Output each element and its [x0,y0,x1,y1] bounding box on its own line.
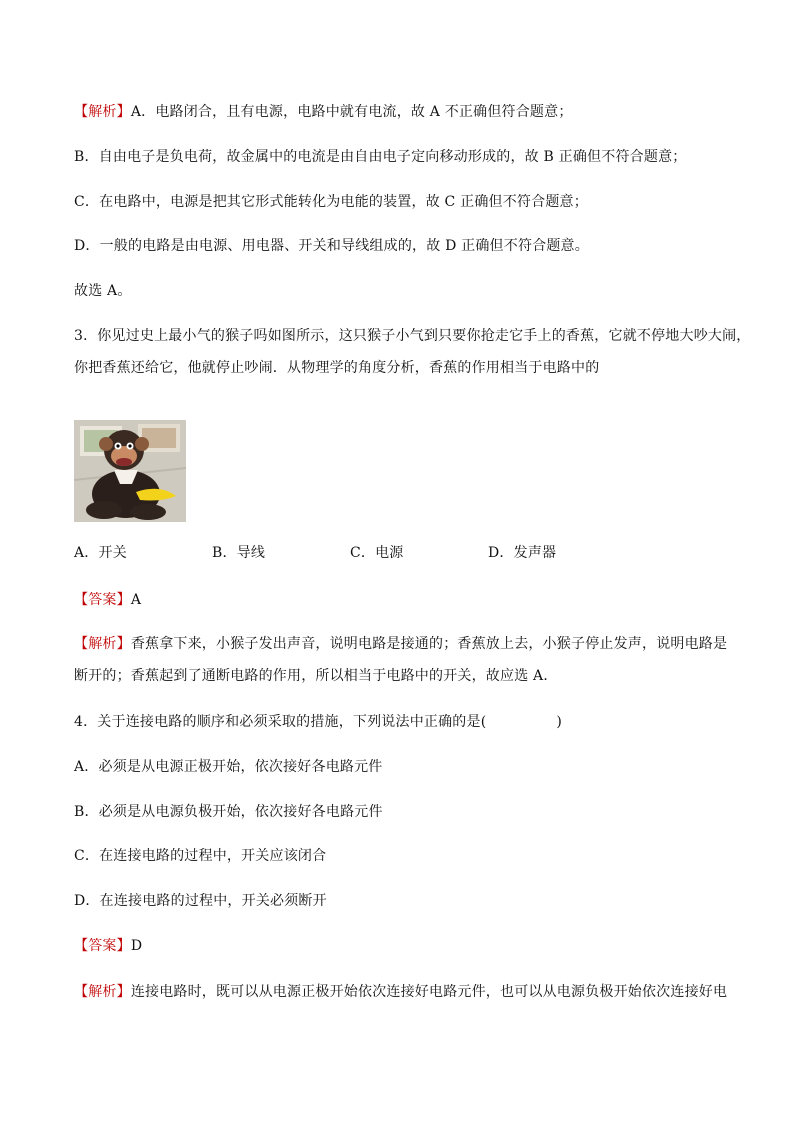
q4-analysis-line1 [74,982,727,1002]
analysis-tag: 【解析】 [74,984,131,1000]
q4-option-b: B．必须是从电源负极开始，依次接好各电路元件 [74,804,383,820]
q4-stem-prefix: 4．关于连接电路的顺序和必须采取的措施，下列说法中正确的是( [74,714,487,730]
q2-analysis-c: C．在电路中，电源是把其它形式能转化为电能的装置，故 C 正确但不符合题意； [74,194,588,210]
q3-analysis-line1 [74,634,727,654]
q3-option-a: A．开关 [74,545,127,561]
q3-options [74,543,557,563]
analysis-tag: 【解析】 [74,104,131,120]
q2-analysis-a-text: A．电路闭合，且有电源，电路中就有电流，故 A 不正确但符合题意； [130,104,573,120]
q4-option-a: A．必须是从电源正极开始，依次接好各电路元件 [74,759,383,775]
answer-tag: 【答案】 [74,938,131,954]
answer-tag: 【答案】 [74,592,131,608]
q4-answer-value: D [130,938,143,954]
q4-answer [74,936,142,956]
q3-stem-line1: 3．你见过史上最小气的猴子吗如图所示，这只猴子小气到只要你抢走它手上的香蕉，它就不停地大吵大闹， [74,328,751,344]
q3-stem-line2: 你把香蕉还给它，他就停止吵闹．从物理学的角度分析，香蕉的作用相当于电路中的 [74,360,600,376]
q4-option-d: D．在连接电路的过程中，开关必须断开 [74,893,327,909]
q3-analysis-line2: 断开的；香蕉起到了通断电路的作用，所以相当于电路中的开关，故应选 A． [74,668,558,684]
q3-option-d: D．发声器 [488,545,557,561]
q3-answer [74,590,141,610]
q2-analysis-b: B．自由电子是负电荷，故金属中的电流是由自由电子定向移动形成的，故 B 正确但不符合题意； [74,149,687,165]
q2-analysis-d: D．一般的电路是由电源、用电器、开关和导线组成的，故 D 正确但不符合题意。 [74,238,589,254]
monkey-banana-illustration [74,420,186,522]
q4-analysis-text: 连接电路时，既可以从电源正极开始依次连接好电路元件，也可以从电源负极开始依次连接好电 [130,984,728,1000]
q2-analysis-a [74,102,573,122]
q3-answer-value: A [130,592,142,608]
q4-stem-suffix: ) [556,714,563,730]
q2-conclusion: 故选 A。 [74,283,132,299]
q4-stem [74,712,562,732]
q3-option-b: B．导线 [212,545,266,561]
q4-option-c: C．在连接电路的过程中，开关应该闭合 [74,848,327,864]
analysis-tag: 【解析】 [74,636,131,652]
monkey-toy-image [74,420,186,522]
q3-option-c: C．电源 [350,545,404,561]
q3-analysis-text: 香蕉拿下来，小猴子发出声音，说明电路是接通的；香蕉放上去，小猴子停止发声，说明电路是 [130,636,728,652]
